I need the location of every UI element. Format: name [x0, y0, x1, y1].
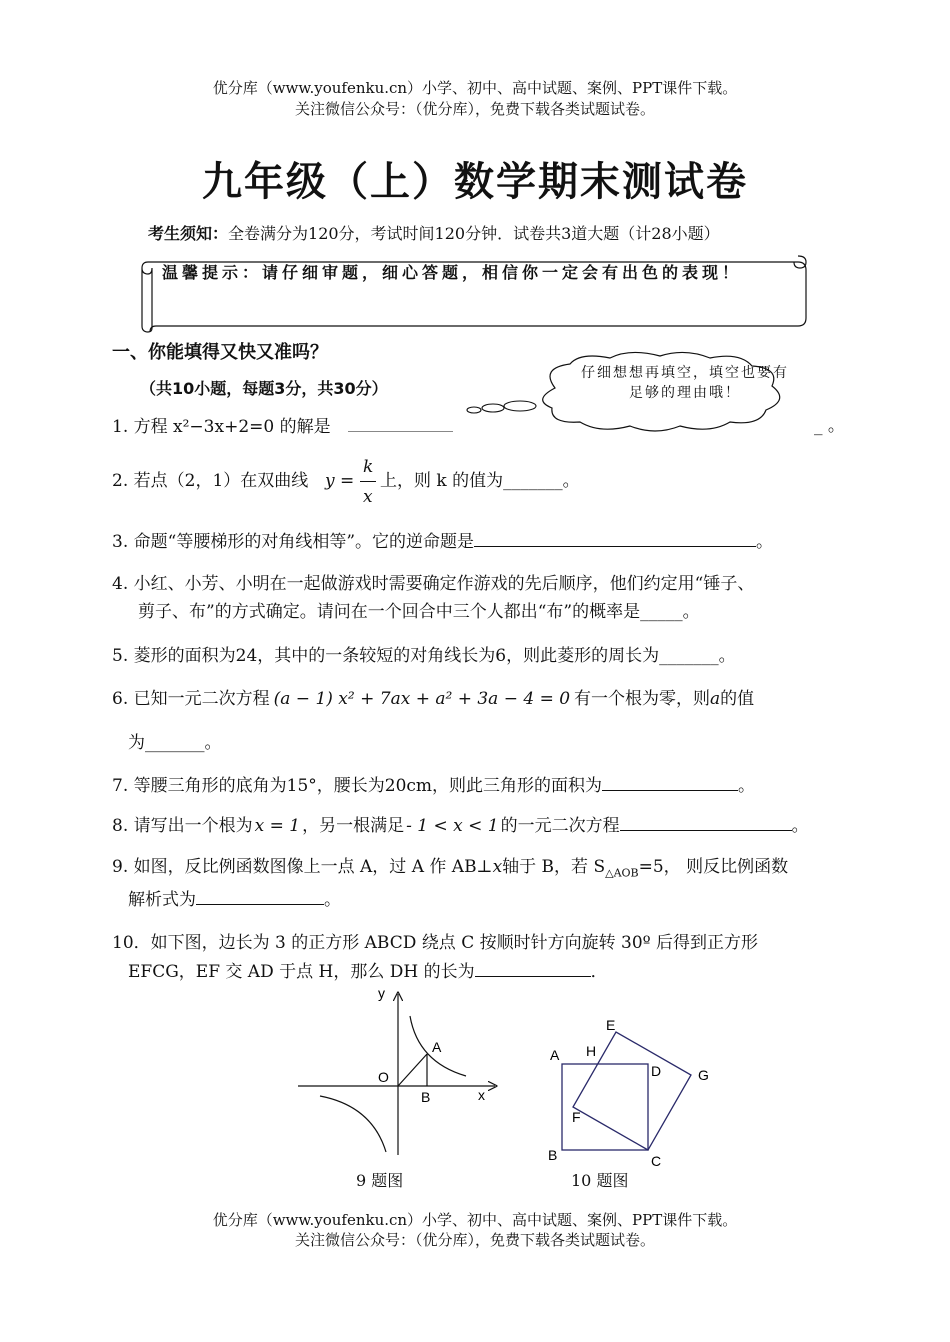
header-line-2: 关注微信公众号：（优分库），免费下载各类试题试卷。	[294, 100, 655, 118]
question-1	[112, 413, 453, 440]
question-4-line-1: 4. 小红、小芳、小明在一起做游戏时需要确定作游戏的先后顺序，他们约定用“锤子、	[112, 574, 755, 594]
fig9-label-b: B	[421, 1089, 431, 1105]
q9-text-b: 轴于 B，若 S	[502, 857, 606, 877]
notice-label: 考生须知：	[148, 224, 229, 243]
fig10-label-a: A	[550, 1047, 560, 1063]
q2-denominator: x	[363, 487, 373, 507]
question-6	[112, 686, 754, 712]
q8-range: - 1 < x < 1	[406, 816, 499, 836]
q10-end: ．	[590, 962, 608, 982]
hyperbola-branch-2	[320, 1096, 386, 1152]
q9-x: x	[492, 857, 503, 877]
figure-9-caption: 9 题图	[356, 1171, 404, 1190]
q2-y: y =	[325, 471, 355, 491]
fig10-label-c: C	[651, 1153, 662, 1169]
tip-text: 温馨提示：请仔细审题，细心答题，相信你一定会有出色的表现！	[162, 263, 743, 282]
fig9-label-o: O	[378, 1069, 389, 1085]
question-4-line-2: 剪子、布”的方式确定。请问在一个回合中三个人都出“布”的概率是_____。	[138, 602, 700, 622]
q8-text-a: 8. 请写出一个根为	[112, 816, 253, 836]
page-title: 九年级（上）数学期末测试卷	[202, 159, 748, 205]
fig10-label-h: H	[586, 1043, 597, 1059]
q9-text-a: 9. 如图，反比例函数图像上一点 A，过 A 作 AB⊥	[112, 857, 493, 877]
question-5: 5. 菱形的面积为24，其中的一条较短的对角线长为6，则此菱形的周长为_______。	[112, 646, 736, 666]
notice-text: 全卷满分为120分，考试时间120分钟．试卷共3道大题（计28小题）	[228, 224, 720, 243]
q6-text-a: 6. 已知一元二次方程	[112, 689, 270, 709]
q3-blank[interactable]	[474, 528, 756, 547]
q9-end: 。	[324, 890, 341, 910]
question-8	[112, 812, 809, 839]
cloud-text: 仔细想想再填空，填空也要有足够的理由哦！	[581, 365, 789, 401]
figure-10-caption: 10 题图	[571, 1171, 629, 1190]
q7-blank[interactable]	[602, 772, 738, 791]
q2-text-a: 2. 若点（2，1）在双曲线	[112, 471, 309, 491]
q7-text: 7. 等腰三角形的底角为15°，腰长为20cm，则此三角形的面积为	[112, 776, 603, 796]
segment-oa	[398, 1054, 427, 1086]
question-6-line-2: 为_______。	[128, 733, 222, 753]
figure-9	[290, 980, 510, 1160]
question-7	[112, 772, 755, 799]
footer-line-1: 优分库（www.youfenku.cn）小学、初中、高中试题、案例、PPT课件下载。	[212, 1211, 738, 1229]
section-1-subtitle: （共10小题，每题3分，共30分）	[140, 379, 388, 398]
fig9-label-x: x	[478, 1087, 485, 1103]
fig10-label-d: D	[651, 1063, 662, 1079]
q6-equation: (a − 1) x² + 7ax + a² + 3a − 4 = 0	[273, 689, 571, 709]
fig10-label-b: B	[548, 1147, 558, 1163]
footer-line-2: 关注微信公众号：（优分库），免费下载各类试题试卷。	[294, 1231, 655, 1249]
q10-text: EFCG，EF 交 AD 于点 H，那么 DH 的长为	[128, 962, 475, 982]
q9-text-c: =5， 则反比例函数	[638, 857, 789, 877]
q2-numerator: k	[363, 457, 374, 477]
q8-root: x = 1	[254, 816, 301, 836]
fig10-label-e: E	[606, 1017, 616, 1033]
q2-formula	[325, 468, 354, 494]
question-3	[112, 528, 773, 555]
q8-text-c: 的一元二次方程	[500, 816, 620, 836]
q10-blank[interactable]	[475, 958, 591, 977]
q9-text-d: 解析式为	[128, 890, 196, 910]
q2-fraction-bar	[360, 481, 376, 482]
question-2	[112, 468, 308, 494]
q6-text-b: 有一个根为零，则	[574, 689, 711, 709]
q3-text: 3. 命题“等腰梯形的对角线相等”。它的逆命题是	[112, 532, 475, 552]
fig10-label-f: F	[572, 1109, 581, 1125]
q3-end: 。	[756, 532, 774, 552]
section-1-title: 一、你能填得又快又准吗？	[112, 342, 328, 363]
q8-text-b: ，另一根满足	[302, 816, 405, 836]
figure-10	[540, 1010, 730, 1170]
header-line-1: 优分库（www.youfenku.cn）小学、初中、高中试题、案例、PPT课件下载。	[212, 79, 738, 97]
fig9-label-a: A	[432, 1039, 442, 1055]
q6-text-c: 的值	[720, 689, 755, 709]
q1-blank[interactable]	[348, 413, 453, 432]
fig10-label-g: G	[698, 1067, 709, 1083]
q2-text-b: 上，则 k 的值为_______。	[380, 471, 580, 491]
q1-end: _ 。	[814, 416, 845, 436]
q7-end: 。	[738, 776, 756, 796]
q1-text: 1. 方程 x²−3x+2=0 的解是	[112, 417, 331, 437]
square-abcd	[562, 1064, 648, 1150]
question-9	[112, 854, 788, 886]
question-9-line-2	[128, 886, 341, 913]
fig9-label-y: y	[378, 985, 385, 1001]
q8-blank[interactable]	[620, 812, 792, 831]
q6-var-a: a	[710, 689, 721, 709]
q9-subscript: △AOB	[605, 866, 639, 880]
exam-notice	[148, 221, 720, 244]
q9-blank[interactable]	[196, 886, 324, 905]
q8-end: 。	[791, 816, 809, 836]
question-10-line-1: 10．如下图，边长为 3 的正方形 ABCD 绕点 C 按顺时针方向旋转 30º 后得到正方形	[112, 933, 759, 953]
